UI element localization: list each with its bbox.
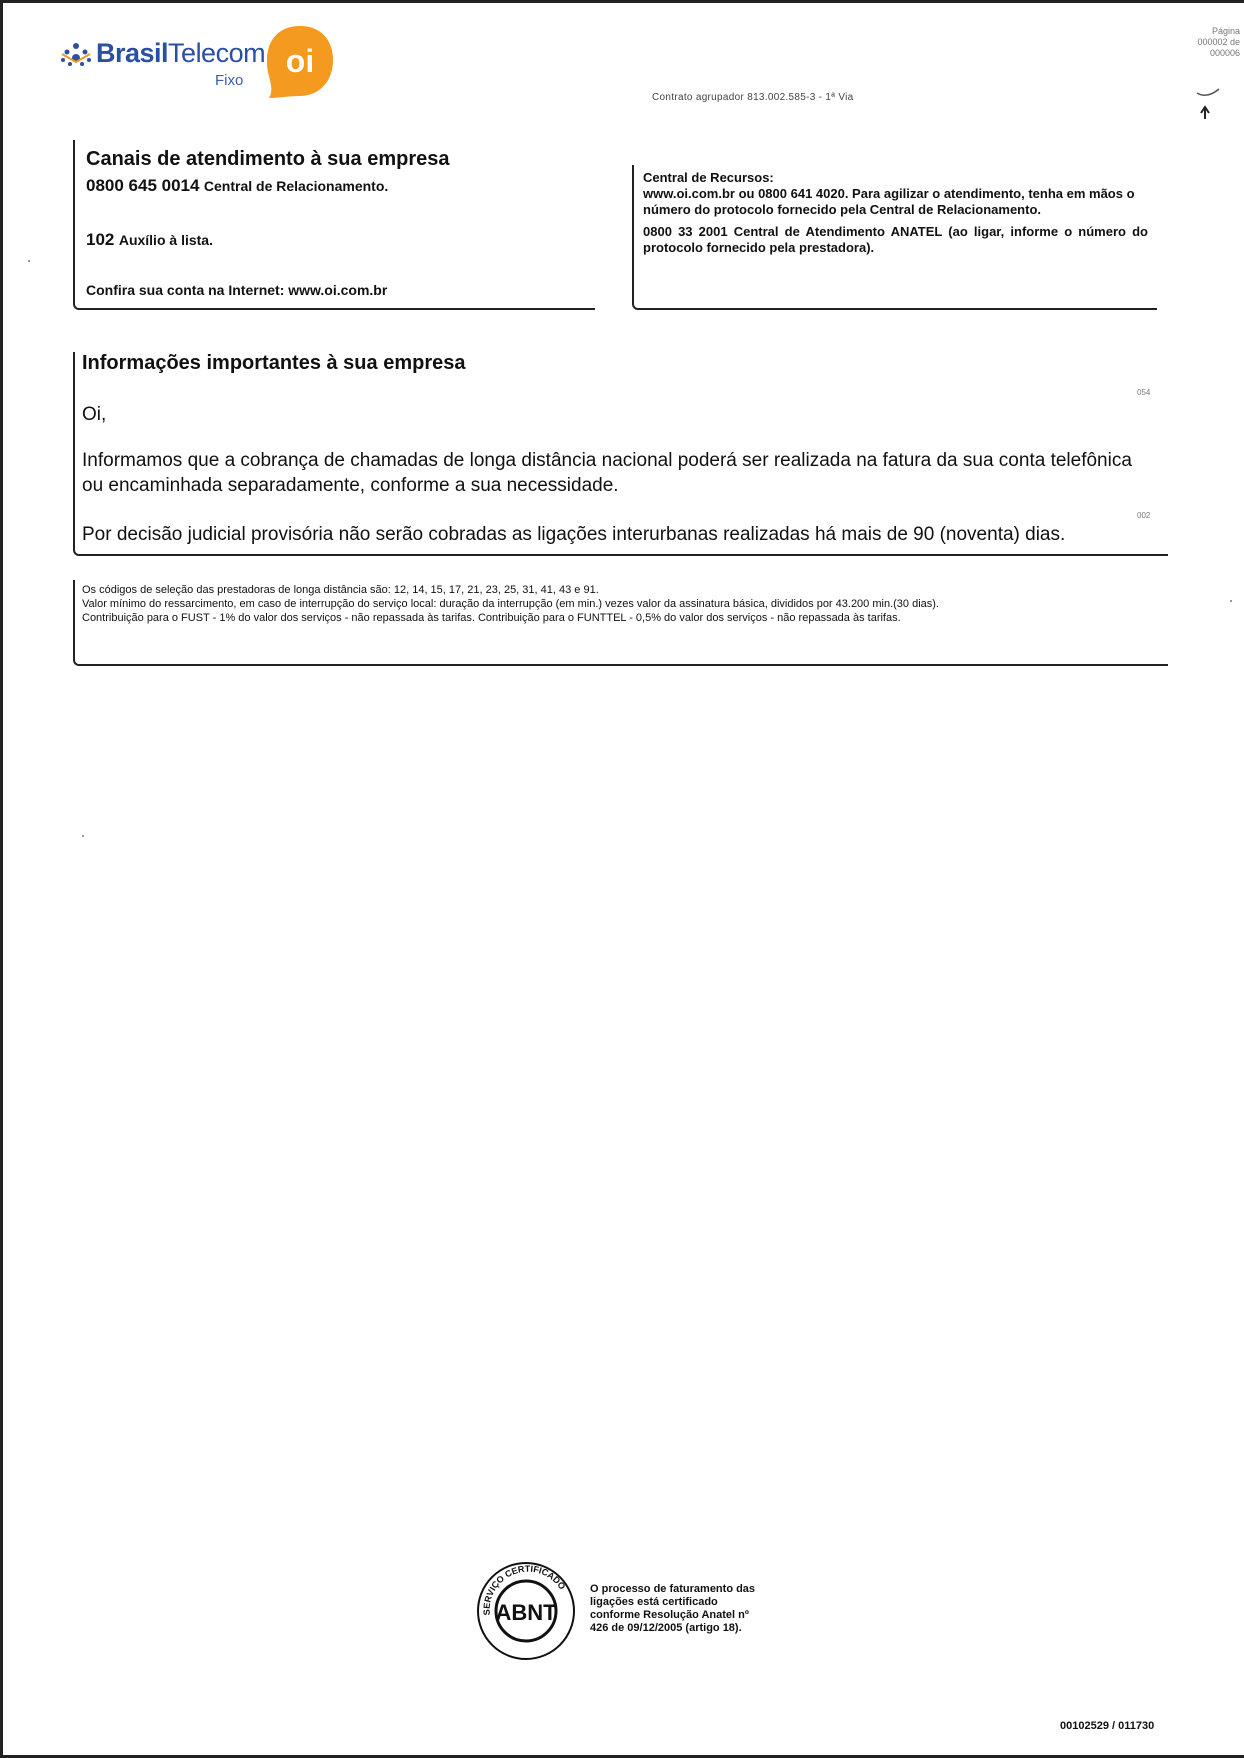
oi-logo [265, 24, 335, 100]
canais-title: Canais de atendimento à sua empresa [86, 148, 450, 170]
brasil-telecom-emblem-icon [58, 40, 94, 70]
info-code-b: 002 [1137, 511, 1151, 520]
legal-text [82, 583, 1172, 625]
scan-speck [28, 260, 30, 262]
page-number [1178, 26, 1240, 59]
internet-link: Confira sua conta na Internet: www.oi.com.br [86, 282, 388, 298]
phone-relacionamento [86, 176, 388, 196]
info-title: Informações importantes à sua empresa [82, 352, 466, 374]
recursos-paragraph-2: 0800 33 2001 Central de Atendimento ANATEL (ao ligar, informe o número do protocolo fornecido pela prestadora). [643, 224, 1148, 255]
brand-name: BrasilTelecom [96, 38, 266, 68]
contract-number: Contrato agrupador 813.002.585-3 - 1ª Via [652, 92, 854, 103]
brand-subtitle: Fixo [215, 72, 244, 89]
oi-logo-text: oi [285, 43, 315, 79]
phone-number: 102 [86, 230, 115, 249]
phone-auxilio [86, 230, 213, 250]
abnt-caption: O processo de faturamento das ligações está certificado conforme Resolução Anatel nº 426 de 09/12/2005 (artigo 18). [590, 1583, 756, 1634]
abnt-seal-text: ABNT [495, 1600, 557, 1625]
brasil-telecom-logo [58, 38, 266, 98]
abnt-seal-icon [470, 1555, 582, 1667]
page-total: 000006 [1209, 48, 1240, 58]
scan-speck [82, 835, 84, 837]
info-paragraph-2: Por decisão judicial provisória não serão cobradas as ligações interurbanas realizadas há mais de 90 (noventa) dias. [82, 524, 1066, 545]
abnt-seal-ring-text: SERVIÇO CERTIFICADO [481, 1563, 568, 1616]
page-value: 000002 de [1197, 37, 1240, 47]
info-paragraph-1: Informamos que a cobrança de chamadas de longa distância nacional poderá ser realizada na fatura da sua conta telefônica ou encaminhada separadamente, conforme a sua necessidade. [82, 450, 1132, 496]
recursos-title: Central de Recursos: [643, 170, 774, 185]
page-label: Página [1211, 26, 1240, 36]
phone-label: Central de Relacionamento. [203, 178, 389, 194]
info-greeting: Oi, [82, 404, 107, 425]
phone-label: Auxílio à lista. [118, 232, 213, 248]
legal-line-1: Os códigos de seleção das prestadoras de longa distância são: 12, 14, 15, 17, 21, 23, 25, 31, 41, 43 e 91. [82, 584, 599, 596]
info-code-a: 054 [1137, 388, 1151, 397]
legal-line-2: Valor mínimo do ressarcimento, em caso de interrupção do serviço local: duração da interrupção (em min.) vezes valor da assinatura básica, divididos por 43.200 min.(30 dias). [82, 598, 939, 610]
scan-speck [1230, 600, 1232, 602]
footer-code: 00102529 / 011730 [1060, 1720, 1155, 1732]
recursos-paragraph-1: www.oi.com.br ou 0800 641 4020. Para agilizar o atendimento, tenha em mãos o número do protocolo fornecido pela Central de Relacionamento. [643, 186, 1135, 217]
legal-line-3: Contribuição para o FUST - 1% do valor dos serviços - não repassada às tarifas. Contribuição para o FUNTTEL - 0,5% do valor dos serviços - não repassada às tarifas. [82, 612, 901, 624]
scan-mark-icon [1195, 85, 1225, 125]
recursos-text [643, 170, 1148, 262]
phone-number: 0800 645 0014 [86, 176, 200, 195]
